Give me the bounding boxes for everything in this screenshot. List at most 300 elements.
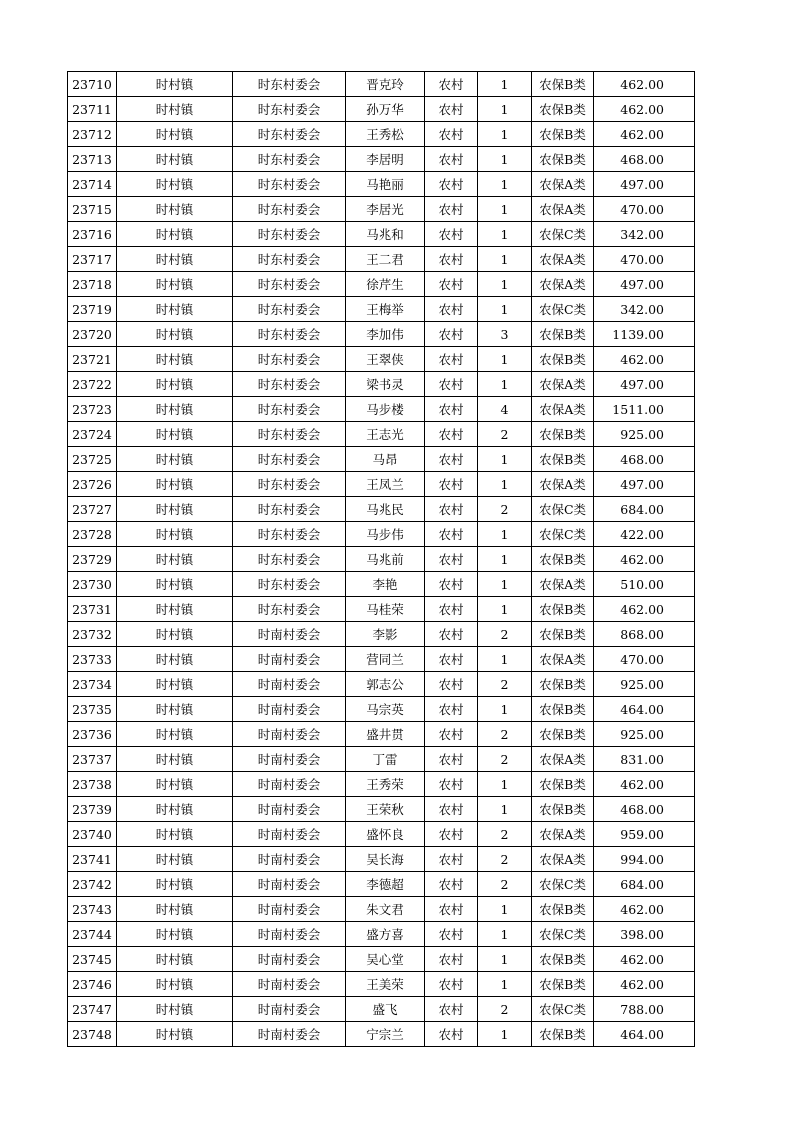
village-cell: 时东村委会: [233, 472, 346, 497]
table-row: [68, 422, 695, 447]
town-cell: 时村镇: [117, 497, 233, 522]
row-id-cell: 23741: [68, 847, 117, 872]
person-count-cell: 2: [478, 722, 532, 747]
household-type-cell: 农村: [425, 297, 478, 322]
table-row: [68, 247, 695, 272]
town-cell: 时村镇: [117, 972, 233, 997]
name-cell: 王翠侠: [346, 347, 425, 372]
table-row: [68, 647, 695, 672]
row-id-cell: 23736: [68, 722, 117, 747]
amount-cell: 1139.00: [594, 322, 695, 347]
table-row: [68, 322, 695, 347]
village-cell: 时南村委会: [233, 872, 346, 897]
category-cell: 农保A类: [532, 847, 594, 872]
table-row: [68, 822, 695, 847]
household-type-cell: 农村: [425, 522, 478, 547]
name-cell: 马兆前: [346, 547, 425, 572]
person-count-cell: 1: [478, 897, 532, 922]
village-cell: 时东村委会: [233, 572, 346, 597]
household-type-cell: 农村: [425, 647, 478, 672]
person-count-cell: 1: [478, 972, 532, 997]
category-cell: 农保A类: [532, 397, 594, 422]
table-row: [68, 622, 695, 647]
person-count-cell: 1: [478, 647, 532, 672]
table-row: [68, 697, 695, 722]
amount-cell: 462.00: [594, 897, 695, 922]
category-cell: 农保B类: [532, 947, 594, 972]
roster-body: [68, 72, 695, 1047]
person-count-cell: 2: [478, 847, 532, 872]
town-cell: 时村镇: [117, 247, 233, 272]
category-cell: 农保A类: [532, 472, 594, 497]
amount-cell: 342.00: [594, 297, 695, 322]
category-cell: 农保A类: [532, 197, 594, 222]
household-type-cell: 农村: [425, 397, 478, 422]
person-count-cell: 1: [478, 697, 532, 722]
household-type-cell: 农村: [425, 872, 478, 897]
village-cell: 时南村委会: [233, 897, 346, 922]
name-cell: 王美荣: [346, 972, 425, 997]
person-count-cell: 1: [478, 172, 532, 197]
household-type-cell: 农村: [425, 572, 478, 597]
name-cell: 李加伟: [346, 322, 425, 347]
name-cell: 李德超: [346, 872, 425, 897]
amount-cell: 1511.00: [594, 397, 695, 422]
person-count-cell: 2: [478, 497, 532, 522]
village-cell: 时东村委会: [233, 347, 346, 372]
town-cell: 时村镇: [117, 572, 233, 597]
name-cell: 李居光: [346, 197, 425, 222]
amount-cell: 462.00: [594, 597, 695, 622]
name-cell: 盛井贯: [346, 722, 425, 747]
town-cell: 时村镇: [117, 997, 233, 1022]
amount-cell: 788.00: [594, 997, 695, 1022]
village-cell: 时东村委会: [233, 197, 346, 222]
village-cell: 时东村委会: [233, 147, 346, 172]
table-row: [68, 372, 695, 397]
household-type-cell: 农村: [425, 172, 478, 197]
table-row: [68, 972, 695, 997]
table-row: [68, 872, 695, 897]
row-id-cell: 23710: [68, 72, 117, 97]
person-count-cell: 1: [478, 372, 532, 397]
row-id-cell: 23747: [68, 997, 117, 1022]
category-cell: 农保B类: [532, 972, 594, 997]
amount-cell: 468.00: [594, 797, 695, 822]
person-count-cell: 1: [478, 297, 532, 322]
table-row: [68, 797, 695, 822]
amount-cell: 464.00: [594, 1022, 695, 1047]
category-cell: 农保B类: [532, 897, 594, 922]
name-cell: 吴长海: [346, 847, 425, 872]
table-row: [68, 172, 695, 197]
person-count-cell: 2: [478, 872, 532, 897]
table-row: [68, 97, 695, 122]
row-id-cell: 23722: [68, 372, 117, 397]
amount-cell: 925.00: [594, 672, 695, 697]
village-cell: 时南村委会: [233, 972, 346, 997]
table-row: [68, 672, 695, 697]
name-cell: 晋克玲: [346, 72, 425, 97]
table-row: [68, 147, 695, 172]
table-row: [68, 772, 695, 797]
amount-cell: 925.00: [594, 722, 695, 747]
person-count-cell: 3: [478, 322, 532, 347]
village-cell: 时东村委会: [233, 297, 346, 322]
name-cell: 梁书灵: [346, 372, 425, 397]
village-cell: 时南村委会: [233, 947, 346, 972]
category-cell: 农保B类: [532, 447, 594, 472]
household-type-cell: 农村: [425, 747, 478, 772]
person-count-cell: 2: [478, 997, 532, 1022]
category-cell: 农保A类: [532, 372, 594, 397]
town-cell: 时村镇: [117, 272, 233, 297]
amount-cell: 868.00: [594, 622, 695, 647]
category-cell: 农保A类: [532, 822, 594, 847]
name-cell: 王荣秋: [346, 797, 425, 822]
name-cell: 李艳: [346, 572, 425, 597]
row-id-cell: 23712: [68, 122, 117, 147]
category-cell: 农保A类: [532, 572, 594, 597]
town-cell: 时村镇: [117, 72, 233, 97]
amount-cell: 684.00: [594, 872, 695, 897]
row-id-cell: 23742: [68, 872, 117, 897]
row-id-cell: 23723: [68, 397, 117, 422]
category-cell: 农保B类: [532, 772, 594, 797]
amount-cell: 422.00: [594, 522, 695, 547]
household-type-cell: 农村: [425, 247, 478, 272]
person-count-cell: 1: [478, 347, 532, 372]
category-cell: 农保B类: [532, 122, 594, 147]
name-cell: 马兆和: [346, 222, 425, 247]
village-cell: 时南村委会: [233, 622, 346, 647]
person-count-cell: 4: [478, 397, 532, 422]
row-id-cell: 23719: [68, 297, 117, 322]
village-cell: 时南村委会: [233, 747, 346, 772]
category-cell: 农保A类: [532, 247, 594, 272]
town-cell: 时村镇: [117, 547, 233, 572]
amount-cell: 470.00: [594, 247, 695, 272]
amount-cell: 462.00: [594, 347, 695, 372]
village-cell: 时南村委会: [233, 697, 346, 722]
table-row: [68, 722, 695, 747]
village-cell: 时东村委会: [233, 447, 346, 472]
household-type-cell: 农村: [425, 772, 478, 797]
table-row: [68, 997, 695, 1022]
village-cell: 时南村委会: [233, 797, 346, 822]
town-cell: 时村镇: [117, 322, 233, 347]
row-id-cell: 23717: [68, 247, 117, 272]
village-cell: 时南村委会: [233, 822, 346, 847]
village-cell: 时南村委会: [233, 672, 346, 697]
row-id-cell: 23743: [68, 897, 117, 922]
town-cell: 时村镇: [117, 822, 233, 847]
category-cell: 农保B类: [532, 722, 594, 747]
town-cell: 时村镇: [117, 747, 233, 772]
household-type-cell: 农村: [425, 822, 478, 847]
person-count-cell: 1: [478, 547, 532, 572]
household-type-cell: 农村: [425, 897, 478, 922]
amount-cell: 470.00: [594, 647, 695, 672]
amount-cell: 470.00: [594, 197, 695, 222]
table-row: [68, 397, 695, 422]
household-type-cell: 农村: [425, 622, 478, 647]
household-type-cell: 农村: [425, 272, 478, 297]
name-cell: 马兆民: [346, 497, 425, 522]
row-id-cell: 23725: [68, 447, 117, 472]
roster-table: [67, 71, 695, 1047]
household-type-cell: 农村: [425, 997, 478, 1022]
person-count-cell: 2: [478, 422, 532, 447]
name-cell: 王二君: [346, 247, 425, 272]
name-cell: 马宗英: [346, 697, 425, 722]
person-count-cell: 1: [478, 772, 532, 797]
town-cell: 时村镇: [117, 222, 233, 247]
row-id-cell: 23744: [68, 922, 117, 947]
category-cell: 农保B类: [532, 147, 594, 172]
name-cell: 马桂荣: [346, 597, 425, 622]
category-cell: 农保B类: [532, 597, 594, 622]
town-cell: 时村镇: [117, 1022, 233, 1047]
name-cell: 李影: [346, 622, 425, 647]
row-id-cell: 23728: [68, 522, 117, 547]
row-id-cell: 23713: [68, 147, 117, 172]
category-cell: 农保A类: [532, 747, 594, 772]
town-cell: 时村镇: [117, 947, 233, 972]
table-row: [68, 472, 695, 497]
amount-cell: 462.00: [594, 122, 695, 147]
town-cell: 时村镇: [117, 772, 233, 797]
village-cell: 时东村委会: [233, 97, 346, 122]
category-cell: 农保B类: [532, 422, 594, 447]
category-cell: 农保A类: [532, 272, 594, 297]
household-type-cell: 农村: [425, 672, 478, 697]
row-id-cell: 23721: [68, 347, 117, 372]
town-cell: 时村镇: [117, 722, 233, 747]
amount-cell: 959.00: [594, 822, 695, 847]
table-row: [68, 122, 695, 147]
town-cell: 时村镇: [117, 597, 233, 622]
name-cell: 马艳丽: [346, 172, 425, 197]
amount-cell: 497.00: [594, 172, 695, 197]
amount-cell: 497.00: [594, 272, 695, 297]
person-count-cell: 1: [478, 572, 532, 597]
household-type-cell: 农村: [425, 847, 478, 872]
town-cell: 时村镇: [117, 372, 233, 397]
household-type-cell: 农村: [425, 447, 478, 472]
category-cell: 农保B类: [532, 622, 594, 647]
table-row: [68, 272, 695, 297]
household-type-cell: 农村: [425, 122, 478, 147]
row-id-cell: 23738: [68, 772, 117, 797]
name-cell: 马步楼: [346, 397, 425, 422]
table-row: [68, 522, 695, 547]
town-cell: 时村镇: [117, 97, 233, 122]
town-cell: 时村镇: [117, 697, 233, 722]
name-cell: 丁雷: [346, 747, 425, 772]
household-type-cell: 农村: [425, 372, 478, 397]
person-count-cell: 1: [478, 1022, 532, 1047]
table-row: [68, 72, 695, 97]
category-cell: 农保B类: [532, 97, 594, 122]
category-cell: 农保C类: [532, 297, 594, 322]
table-row: [68, 847, 695, 872]
person-count-cell: 1: [478, 272, 532, 297]
table-row: [68, 222, 695, 247]
amount-cell: 831.00: [594, 747, 695, 772]
name-cell: 王凤兰: [346, 472, 425, 497]
table-row: [68, 747, 695, 772]
town-cell: 时村镇: [117, 472, 233, 497]
household-type-cell: 农村: [425, 547, 478, 572]
village-cell: 时东村委会: [233, 497, 346, 522]
person-count-cell: 1: [478, 72, 532, 97]
village-cell: 时东村委会: [233, 122, 346, 147]
category-cell: 农保C类: [532, 222, 594, 247]
village-cell: 时东村委会: [233, 547, 346, 572]
name-cell: 盛飞: [346, 997, 425, 1022]
village-cell: 时东村委会: [233, 222, 346, 247]
household-type-cell: 农村: [425, 922, 478, 947]
village-cell: 时南村委会: [233, 997, 346, 1022]
person-count-cell: 2: [478, 672, 532, 697]
row-id-cell: 23730: [68, 572, 117, 597]
amount-cell: 994.00: [594, 847, 695, 872]
amount-cell: 497.00: [594, 472, 695, 497]
person-count-cell: 1: [478, 122, 532, 147]
row-id-cell: 23733: [68, 647, 117, 672]
person-count-cell: 1: [478, 797, 532, 822]
town-cell: 时村镇: [117, 522, 233, 547]
village-cell: 时东村委会: [233, 322, 346, 347]
household-type-cell: 农村: [425, 222, 478, 247]
name-cell: 王志光: [346, 422, 425, 447]
amount-cell: 462.00: [594, 547, 695, 572]
town-cell: 时村镇: [117, 197, 233, 222]
name-cell: 徐芹生: [346, 272, 425, 297]
row-id-cell: 23740: [68, 822, 117, 847]
row-id-cell: 23727: [68, 497, 117, 522]
village-cell: 时东村委会: [233, 422, 346, 447]
village-cell: 时东村委会: [233, 172, 346, 197]
town-cell: 时村镇: [117, 872, 233, 897]
amount-cell: 462.00: [594, 72, 695, 97]
town-cell: 时村镇: [117, 797, 233, 822]
row-id-cell: 23746: [68, 972, 117, 997]
row-id-cell: 23714: [68, 172, 117, 197]
village-cell: 时东村委会: [233, 397, 346, 422]
household-type-cell: 农村: [425, 422, 478, 447]
name-cell: 营同兰: [346, 647, 425, 672]
town-cell: 时村镇: [117, 297, 233, 322]
name-cell: 盛怀良: [346, 822, 425, 847]
name-cell: 马昂: [346, 447, 425, 472]
name-cell: 李居明: [346, 147, 425, 172]
amount-cell: 464.00: [594, 697, 695, 722]
category-cell: 农保B类: [532, 347, 594, 372]
town-cell: 时村镇: [117, 147, 233, 172]
amount-cell: 462.00: [594, 972, 695, 997]
town-cell: 时村镇: [117, 422, 233, 447]
household-type-cell: 农村: [425, 97, 478, 122]
name-cell: 孙万华: [346, 97, 425, 122]
table-row: [68, 572, 695, 597]
person-count-cell: 1: [478, 97, 532, 122]
person-count-cell: 1: [478, 197, 532, 222]
category-cell: 农保B类: [532, 697, 594, 722]
amount-cell: 462.00: [594, 97, 695, 122]
amount-cell: 462.00: [594, 947, 695, 972]
household-type-cell: 农村: [425, 722, 478, 747]
town-cell: 时村镇: [117, 922, 233, 947]
category-cell: 农保B类: [532, 1022, 594, 1047]
row-id-cell: 23739: [68, 797, 117, 822]
village-cell: 时南村委会: [233, 847, 346, 872]
household-type-cell: 农村: [425, 797, 478, 822]
table-row: [68, 922, 695, 947]
table-row: [68, 947, 695, 972]
category-cell: 农保C类: [532, 922, 594, 947]
amount-cell: 468.00: [594, 447, 695, 472]
person-count-cell: 2: [478, 822, 532, 847]
row-id-cell: 23745: [68, 947, 117, 972]
person-count-cell: 1: [478, 447, 532, 472]
category-cell: 农保B类: [532, 797, 594, 822]
town-cell: 时村镇: [117, 172, 233, 197]
table-row: [68, 897, 695, 922]
household-type-cell: 农村: [425, 322, 478, 347]
category-cell: 农保A类: [532, 647, 594, 672]
village-cell: 时东村委会: [233, 72, 346, 97]
village-cell: 时东村委会: [233, 372, 346, 397]
amount-cell: 684.00: [594, 497, 695, 522]
amount-cell: 398.00: [594, 922, 695, 947]
town-cell: 时村镇: [117, 897, 233, 922]
table-row: [68, 497, 695, 522]
village-cell: 时东村委会: [233, 272, 346, 297]
household-type-cell: 农村: [425, 947, 478, 972]
town-cell: 时村镇: [117, 347, 233, 372]
category-cell: 农保A类: [532, 172, 594, 197]
amount-cell: 468.00: [594, 147, 695, 172]
amount-cell: 342.00: [594, 222, 695, 247]
household-type-cell: 农村: [425, 147, 478, 172]
category-cell: 农保B类: [532, 672, 594, 697]
amount-cell: 510.00: [594, 572, 695, 597]
row-id-cell: 23724: [68, 422, 117, 447]
row-id-cell: 23731: [68, 597, 117, 622]
amount-cell: 925.00: [594, 422, 695, 447]
household-type-cell: 农村: [425, 72, 478, 97]
table-row: [68, 347, 695, 372]
town-cell: 时村镇: [117, 122, 233, 147]
household-type-cell: 农村: [425, 472, 478, 497]
category-cell: 农保C类: [532, 872, 594, 897]
row-id-cell: 23732: [68, 622, 117, 647]
row-id-cell: 23734: [68, 672, 117, 697]
table-row: [68, 297, 695, 322]
village-cell: 时东村委会: [233, 247, 346, 272]
village-cell: 时南村委会: [233, 647, 346, 672]
household-type-cell: 农村: [425, 697, 478, 722]
town-cell: 时村镇: [117, 847, 233, 872]
row-id-cell: 23726: [68, 472, 117, 497]
person-count-cell: 2: [478, 747, 532, 772]
amount-cell: 497.00: [594, 372, 695, 397]
row-id-cell: 23711: [68, 97, 117, 122]
household-type-cell: 农村: [425, 347, 478, 372]
table-row: [68, 597, 695, 622]
